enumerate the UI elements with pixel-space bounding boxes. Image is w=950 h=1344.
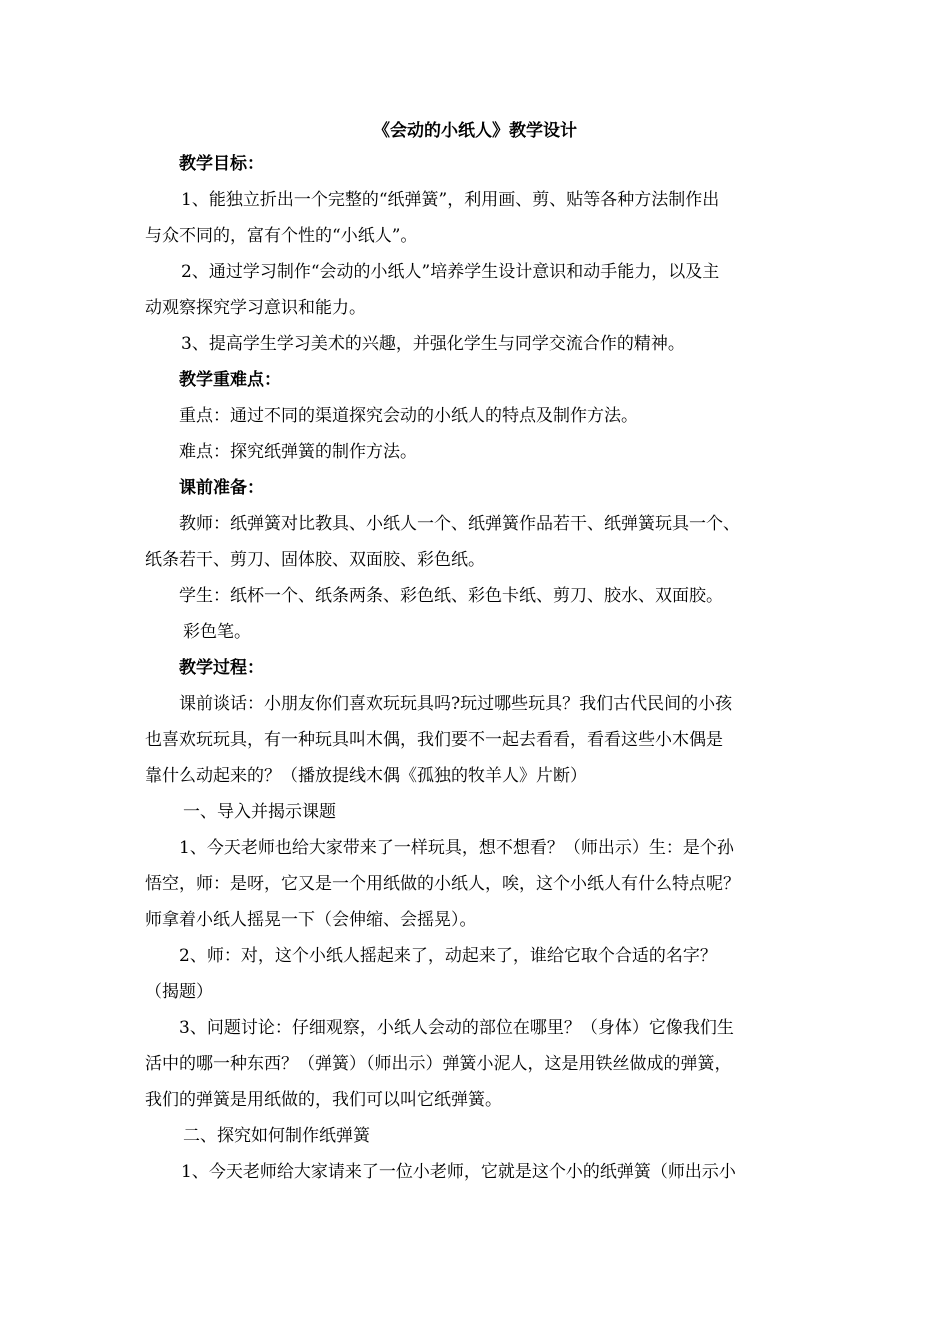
paragraph-line: 1、能独立折出一个完整的“纸弹簧”，利用画、剪、贴等各种方法制作出 bbox=[181, 190, 720, 210]
paragraph-line: 3、问题讨论：仔细观察，小纸人会动的部位在哪里？（身体）它像我们生 bbox=[179, 1018, 734, 1038]
paragraph-line: 纸条若干、剪刀、固体胶、双面胶、彩色纸。 bbox=[145, 550, 485, 570]
paragraph-line: 难点：探究纸弹簧的制作方法。 bbox=[179, 442, 417, 462]
paragraph-line: 教师：纸弹簧对比教具、小纸人一个、纸弹簧作品若干、纸弹簧玩具一个、 bbox=[179, 514, 740, 534]
paragraph-line: 2、师：对，这个小纸人摇起来了，动起来了，谁给它取个合适的名字？ bbox=[179, 946, 717, 966]
paragraph-line: 一、导入并揭示课题 bbox=[183, 802, 336, 822]
paragraph-line: 靠什么动起来的？（播放提线木偶《孤独的牧羊人》片断） bbox=[145, 766, 587, 786]
section-heading: 教学重难点： bbox=[179, 370, 281, 390]
section-heading: 课前准备： bbox=[179, 478, 264, 498]
paragraph-line: 2、通过学习制作“会动的小纸人”培养学生设计意识和动手能力，以及主 bbox=[181, 262, 720, 282]
paragraph-line: 1、今天老师给大家请来了一位小老师，它就是这个小的纸弹簧（师出示小 bbox=[181, 1162, 736, 1182]
section-heading: 教学过程： bbox=[179, 658, 264, 678]
paragraph-line: （揭题） bbox=[145, 982, 213, 1002]
section-heading: 教学目标： bbox=[179, 154, 264, 174]
paragraph-line: 悟空，师：是呀，它又是一个用纸做的小纸人，唉，这个小纸人有什么特点呢？ bbox=[145, 874, 740, 894]
document-body bbox=[145, 146, 813, 1190]
paragraph-line: 也喜欢玩玩具，有一种玩具叫木偶，我们要不一起去看看，看看这些小木偶是 bbox=[145, 730, 723, 750]
paragraph-line: 动观察探究学习意识和能力。 bbox=[145, 298, 366, 318]
paragraph-line: 彩色笔。 bbox=[183, 622, 251, 642]
paragraph-line: 与众不同的，富有个性的“小纸人”。 bbox=[145, 226, 418, 246]
paragraph-line: 重点：通过不同的渠道探究会动的小纸人的特点及制作方法。 bbox=[179, 406, 638, 426]
paragraph-line: 3、提高学生学习美术的兴趣，并强化学生与同学交流合作的精神。 bbox=[181, 334, 685, 354]
paragraph-line: 我们的弹簧是用纸做的，我们可以叫它纸弹簧。 bbox=[145, 1090, 502, 1110]
paragraph-line: 学生：纸杯一个、纸条两条、彩色纸、彩色卡纸、剪刀、胶水、双面胶。 bbox=[179, 586, 723, 606]
document-title: 《会动的小纸人》教学设计 bbox=[373, 121, 577, 141]
paragraph-line: 活中的哪一种东西？（弹簧）（师出示）弹簧小泥人，这是用铁丝做成的弹簧， bbox=[145, 1054, 732, 1074]
paragraph-line: 课前谈话：小朋友你们喜欢玩玩具吗?玩过哪些玩具？我们古代民间的小孩 bbox=[179, 694, 733, 714]
paragraph-line: 1、今天老师也给大家带来了一样玩具，想不想看？（师出示）生：是个孙 bbox=[179, 838, 734, 858]
paragraph-line: 师拿着小纸人摇晃一下（会伸缩、会摇晃）。 bbox=[145, 910, 477, 930]
paragraph-line: 二、探究如何制作纸弹簧 bbox=[183, 1126, 370, 1146]
